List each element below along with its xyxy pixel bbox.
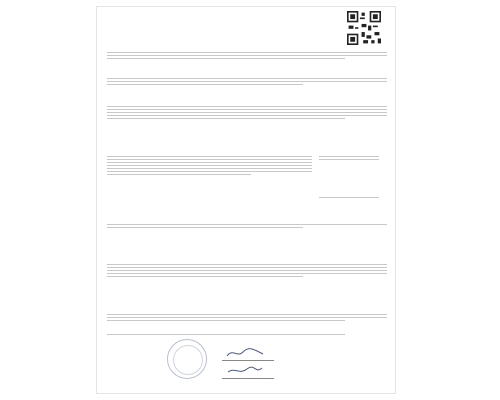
certificate-page <box>96 6 396 394</box>
product-label <box>107 149 312 155</box>
standards-label <box>107 217 387 223</box>
qr-code-icon <box>347 11 381 45</box>
product-codes <box>319 155 379 200</box>
applicant-label <box>107 45 387 51</box>
applicant-section <box>107 45 387 61</box>
standards-section <box>107 217 387 230</box>
head-signature-icon <box>225 347 265 359</box>
manufacturer-section <box>107 71 387 87</box>
basis-section <box>107 257 387 279</box>
seal-icon <box>167 339 207 379</box>
certification-body-section <box>107 99 387 121</box>
basis-label <box>107 257 387 263</box>
manufacturer-label <box>107 71 387 77</box>
additional-info-section <box>107 307 387 323</box>
product-section <box>107 149 312 177</box>
additional-info-label <box>107 307 387 313</box>
certification-body-label <box>107 99 387 105</box>
validity-section <box>107 333 387 337</box>
expert-signature-icon <box>225 365 265 377</box>
